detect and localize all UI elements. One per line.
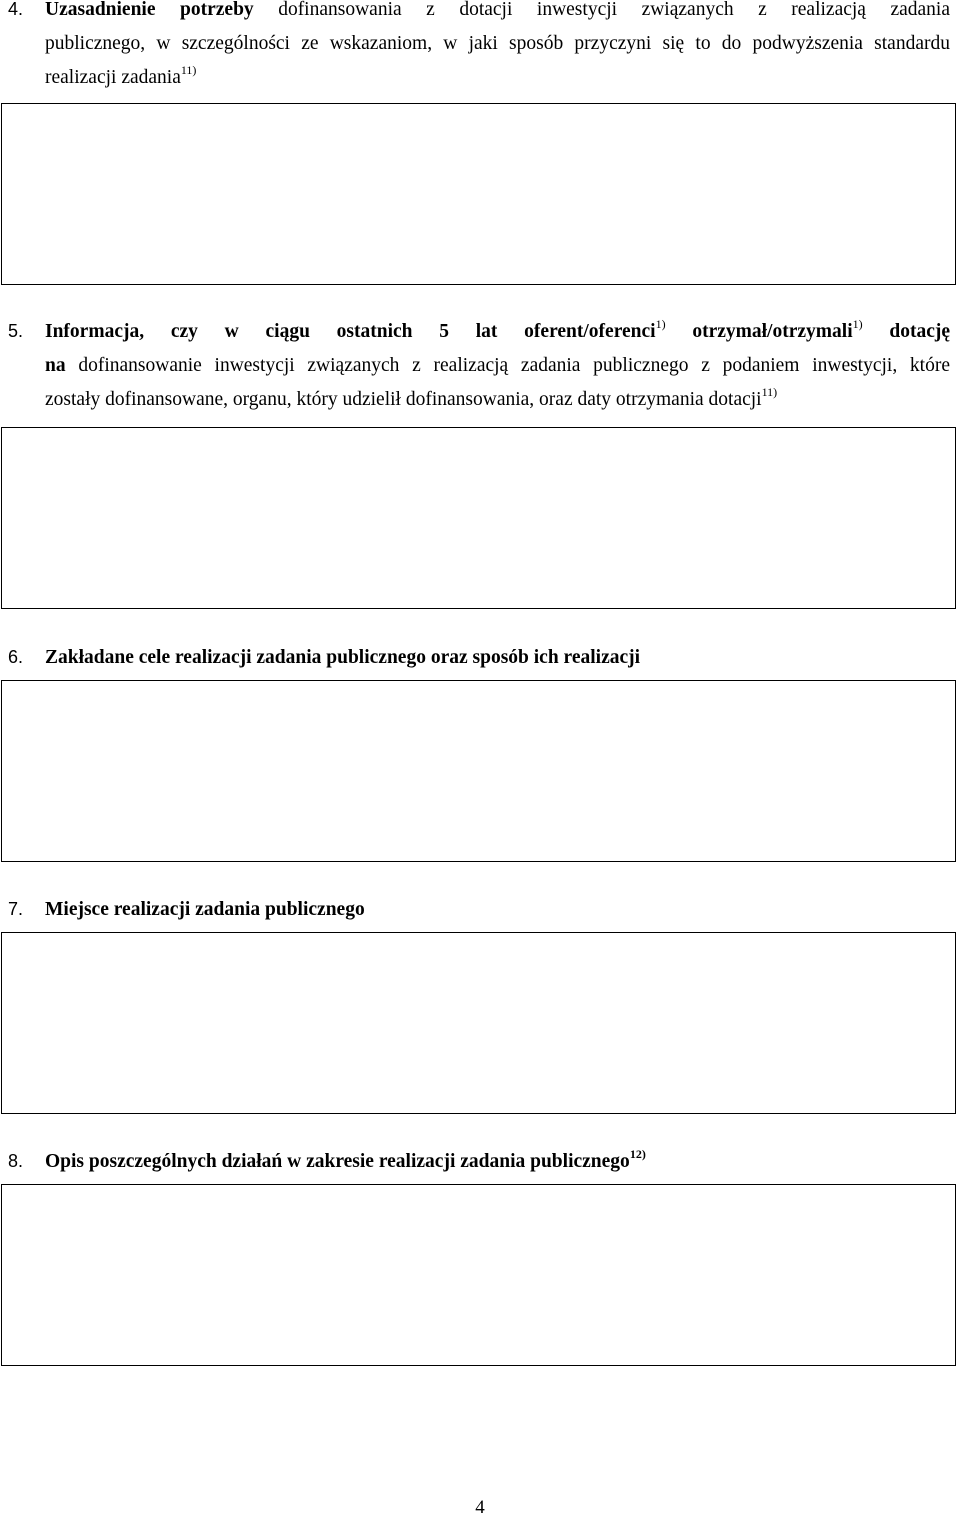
footnote-ref: 1) [852, 317, 863, 331]
section-5-line-2 [8, 349, 950, 383]
section-6-number: 6. [8, 647, 24, 667]
footnote-ref: 11) [761, 385, 778, 399]
section-7-number: 7. [8, 899, 24, 919]
section-5-line-3 [8, 383, 950, 417]
section-4-bold-intro: Uzasadnienie potrzeby [45, 0, 254, 20]
section-4-number: 4. [8, 0, 24, 19]
section-4-line-2-text: publicznego, w szczególności ze wskazaniom, w jaki sposób przyczyni się to do podwyższenia standardu [45, 33, 950, 54]
footnote-ref: 12) [629, 1147, 646, 1161]
section-5-line-3-text: zostały dofinansowane, organu, który udzielił dofinansowania, oraz daty otrzymania dotacji [45, 389, 762, 410]
section-5-bold-na: na [45, 355, 66, 376]
section-4-text [8, 0, 950, 95]
section-4-input-box[interactable] [1, 103, 956, 285]
section-4-line-2 [8, 27, 950, 61]
section-5-line-1 [8, 314, 950, 349]
section-5-text [8, 314, 950, 417]
section-5-bold-b: otrzymał/otrzymali [692, 321, 853, 342]
section-5-number: 5. [8, 321, 24, 341]
section-4-line-1 [8, 0, 950, 27]
section-7-heading [8, 892, 950, 927]
section-5-bold-a: Informacja, czy w ciągu ostatnich 5 lat oferent/oferenci [45, 321, 656, 342]
section-7-input-box[interactable] [1, 932, 956, 1114]
section-4-line-3-text: realizacji zadania [45, 67, 181, 88]
section-8-title: Opis poszczególnych działań w zakresie realizacji zadania publicznego [45, 1151, 630, 1172]
section-5-line-2-rest: dofinansowanie inwestycji związanych z realizacją zadania publicznego z podaniem inwestycji, które [78, 355, 951, 376]
page-number: 4 [475, 1497, 485, 1518]
section-6-heading [8, 640, 950, 675]
section-6-input-box[interactable] [1, 680, 956, 862]
section-4-line-3 [8, 61, 950, 95]
section-4-line-1-rest: dofinansowania z dotacji inwestycji związanych z realizacją zadania [278, 0, 951, 20]
footnote-ref: 1) [655, 317, 666, 331]
section-7-title: Miejsce realizacji zadania publicznego [45, 899, 365, 920]
footnote-ref: 11) [180, 63, 197, 77]
section-8-input-box[interactable] [1, 1184, 956, 1366]
section-8-number: 8. [8, 1151, 24, 1171]
section-6-title: Zakładane cele realizacji zadania publicznego oraz sposób ich realizacji [45, 647, 641, 668]
section-5-input-box[interactable] [1, 427, 956, 609]
section-5-bold-c: dotację [889, 321, 951, 342]
section-8-heading [8, 1144, 950, 1179]
